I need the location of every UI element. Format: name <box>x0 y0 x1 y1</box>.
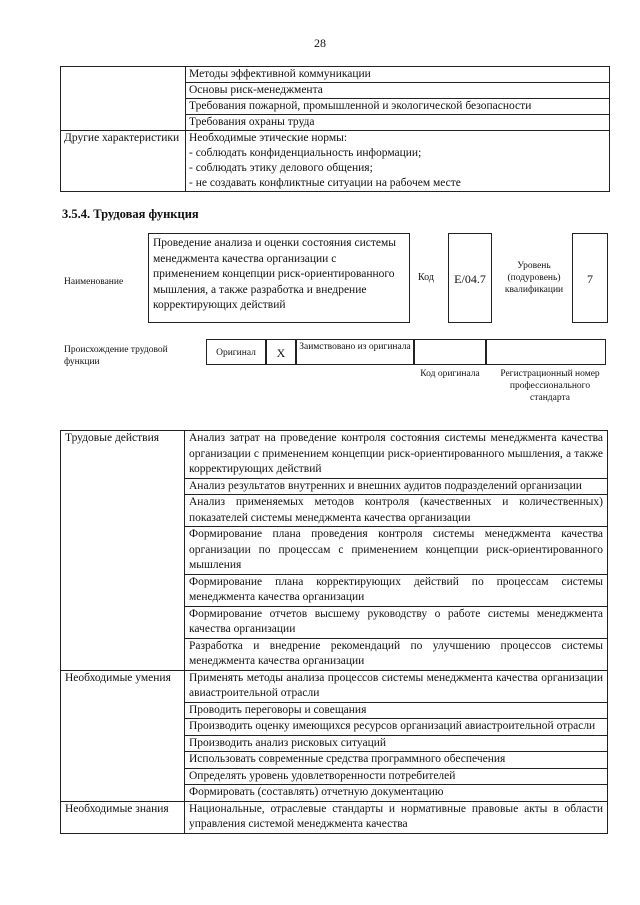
skill-item: Производить оценку имеющихся ресурсов организаций авиастроительной отрасли <box>185 719 608 736</box>
labor-action-item: Анализ результатов внутренних и внешних аудитов подразделений организации <box>185 478 608 495</box>
ethics-item: - соблюдать этику делового общения; <box>189 162 373 174</box>
labor-actions-label: Трудовые действия <box>61 431 185 671</box>
skill-item: Производить анализ рисковых ситуаций <box>185 735 608 752</box>
labor-action-item: Формирование плана корректирующих действий по процессам системы менеджмента качества организации <box>185 574 608 606</box>
section-heading: 3.5.4. Трудовая функция <box>62 207 199 221</box>
origin-label: Происхождение трудовой функции <box>64 345 168 367</box>
table-cell: Методы эффективной коммуникации <box>186 67 610 83</box>
required-skills-label: Необходимые умения <box>61 670 185 801</box>
borrowed-label: Заимствовано из оригинала <box>296 339 414 365</box>
registration-caption: Регистрационный номер профессионального стандарта <box>500 369 600 403</box>
skill-item: Использовать современные средства программного обеспечения <box>185 752 608 769</box>
empty-label-cell <box>61 115 186 131</box>
original-mark: X <box>266 339 296 365</box>
ethics-intro: Необходимые этические нормы: <box>189 132 348 144</box>
labor-action-item: Анализ применяемых методов контроля (качественных и количественных) показателей системы менеджмента качества организации <box>185 495 608 527</box>
skill-item: Применять методы анализа процессов системы менеджмента качества организации авиастроительной отрасли <box>185 670 608 702</box>
page-number: 28 <box>314 36 326 50</box>
labor-action-item: Формирование отчетов высшему руководству о работе системы менеджмента качества организации <box>185 606 608 638</box>
labor-action-item: Разработка и внедрение рекомендаций по улучшению процессов системы менеджмента качества организации <box>185 638 608 670</box>
original-code-cell <box>414 339 486 365</box>
level-box: 7 <box>572 233 608 323</box>
table-cell: Требования пожарной, промышленной и экологической безопасности <box>186 99 610 115</box>
other-characteristics-label: Другие характеристики <box>61 131 186 192</box>
table-cell: Основы риск-менеджмента <box>186 83 610 99</box>
code-caption: Код оригинала <box>420 369 480 379</box>
table-cell: Требования охраны труда <box>186 115 610 131</box>
ethics-item: - соблюдать конфиденциальность информации; <box>189 147 422 159</box>
skill-item: Проводить переговоры и совещания <box>185 702 608 719</box>
knowledge-continuation-table <box>60 66 610 192</box>
level-label: Уровень (подуровень) квалификации <box>504 261 564 295</box>
required-knowledge-label: Необходимые знания <box>61 801 185 833</box>
skill-item: Формировать (составлять) отчетную документацию <box>185 785 608 802</box>
origin-row <box>206 339 606 365</box>
labor-action-item: Формирование плана проведения контроля системы менеджмента качества организации по процессам с применением концепции риск-ориентированного мышления <box>185 527 608 575</box>
ethics-item: - не создавать конфликтные ситуации на рабочем месте <box>189 177 461 189</box>
function-code-box: E/04.7 <box>448 233 492 323</box>
labor-action-item: Анализ затрат на проведение контроля состояния системы менеджмента качества организации с применением концепции риск-ориентированного мышления, а также корректирующих действий <box>185 431 608 479</box>
ethics-cell <box>186 131 610 192</box>
code-label: Код <box>418 272 434 283</box>
registration-number-cell <box>486 339 606 365</box>
empty-label-cell <box>61 83 186 99</box>
knowledge-item: Национальные, отраслевые стандарты и нормативные правовые акты в области управления системой менеджмента качества <box>185 801 608 833</box>
original-label: Оригинал <box>206 339 266 365</box>
function-name-box: Проведение анализа и оценки состояния системы менеджмента качества организации с применением концепции риск-ориентированного мышления, а также разработка и внедрение корректирующих действий <box>148 233 410 323</box>
function-details-table <box>60 430 608 834</box>
name-label: Наименование <box>64 277 124 287</box>
empty-label-cell <box>61 67 186 83</box>
skill-item: Определять уровень удовлетворенности потребителей <box>185 768 608 785</box>
empty-label-cell <box>61 99 186 115</box>
